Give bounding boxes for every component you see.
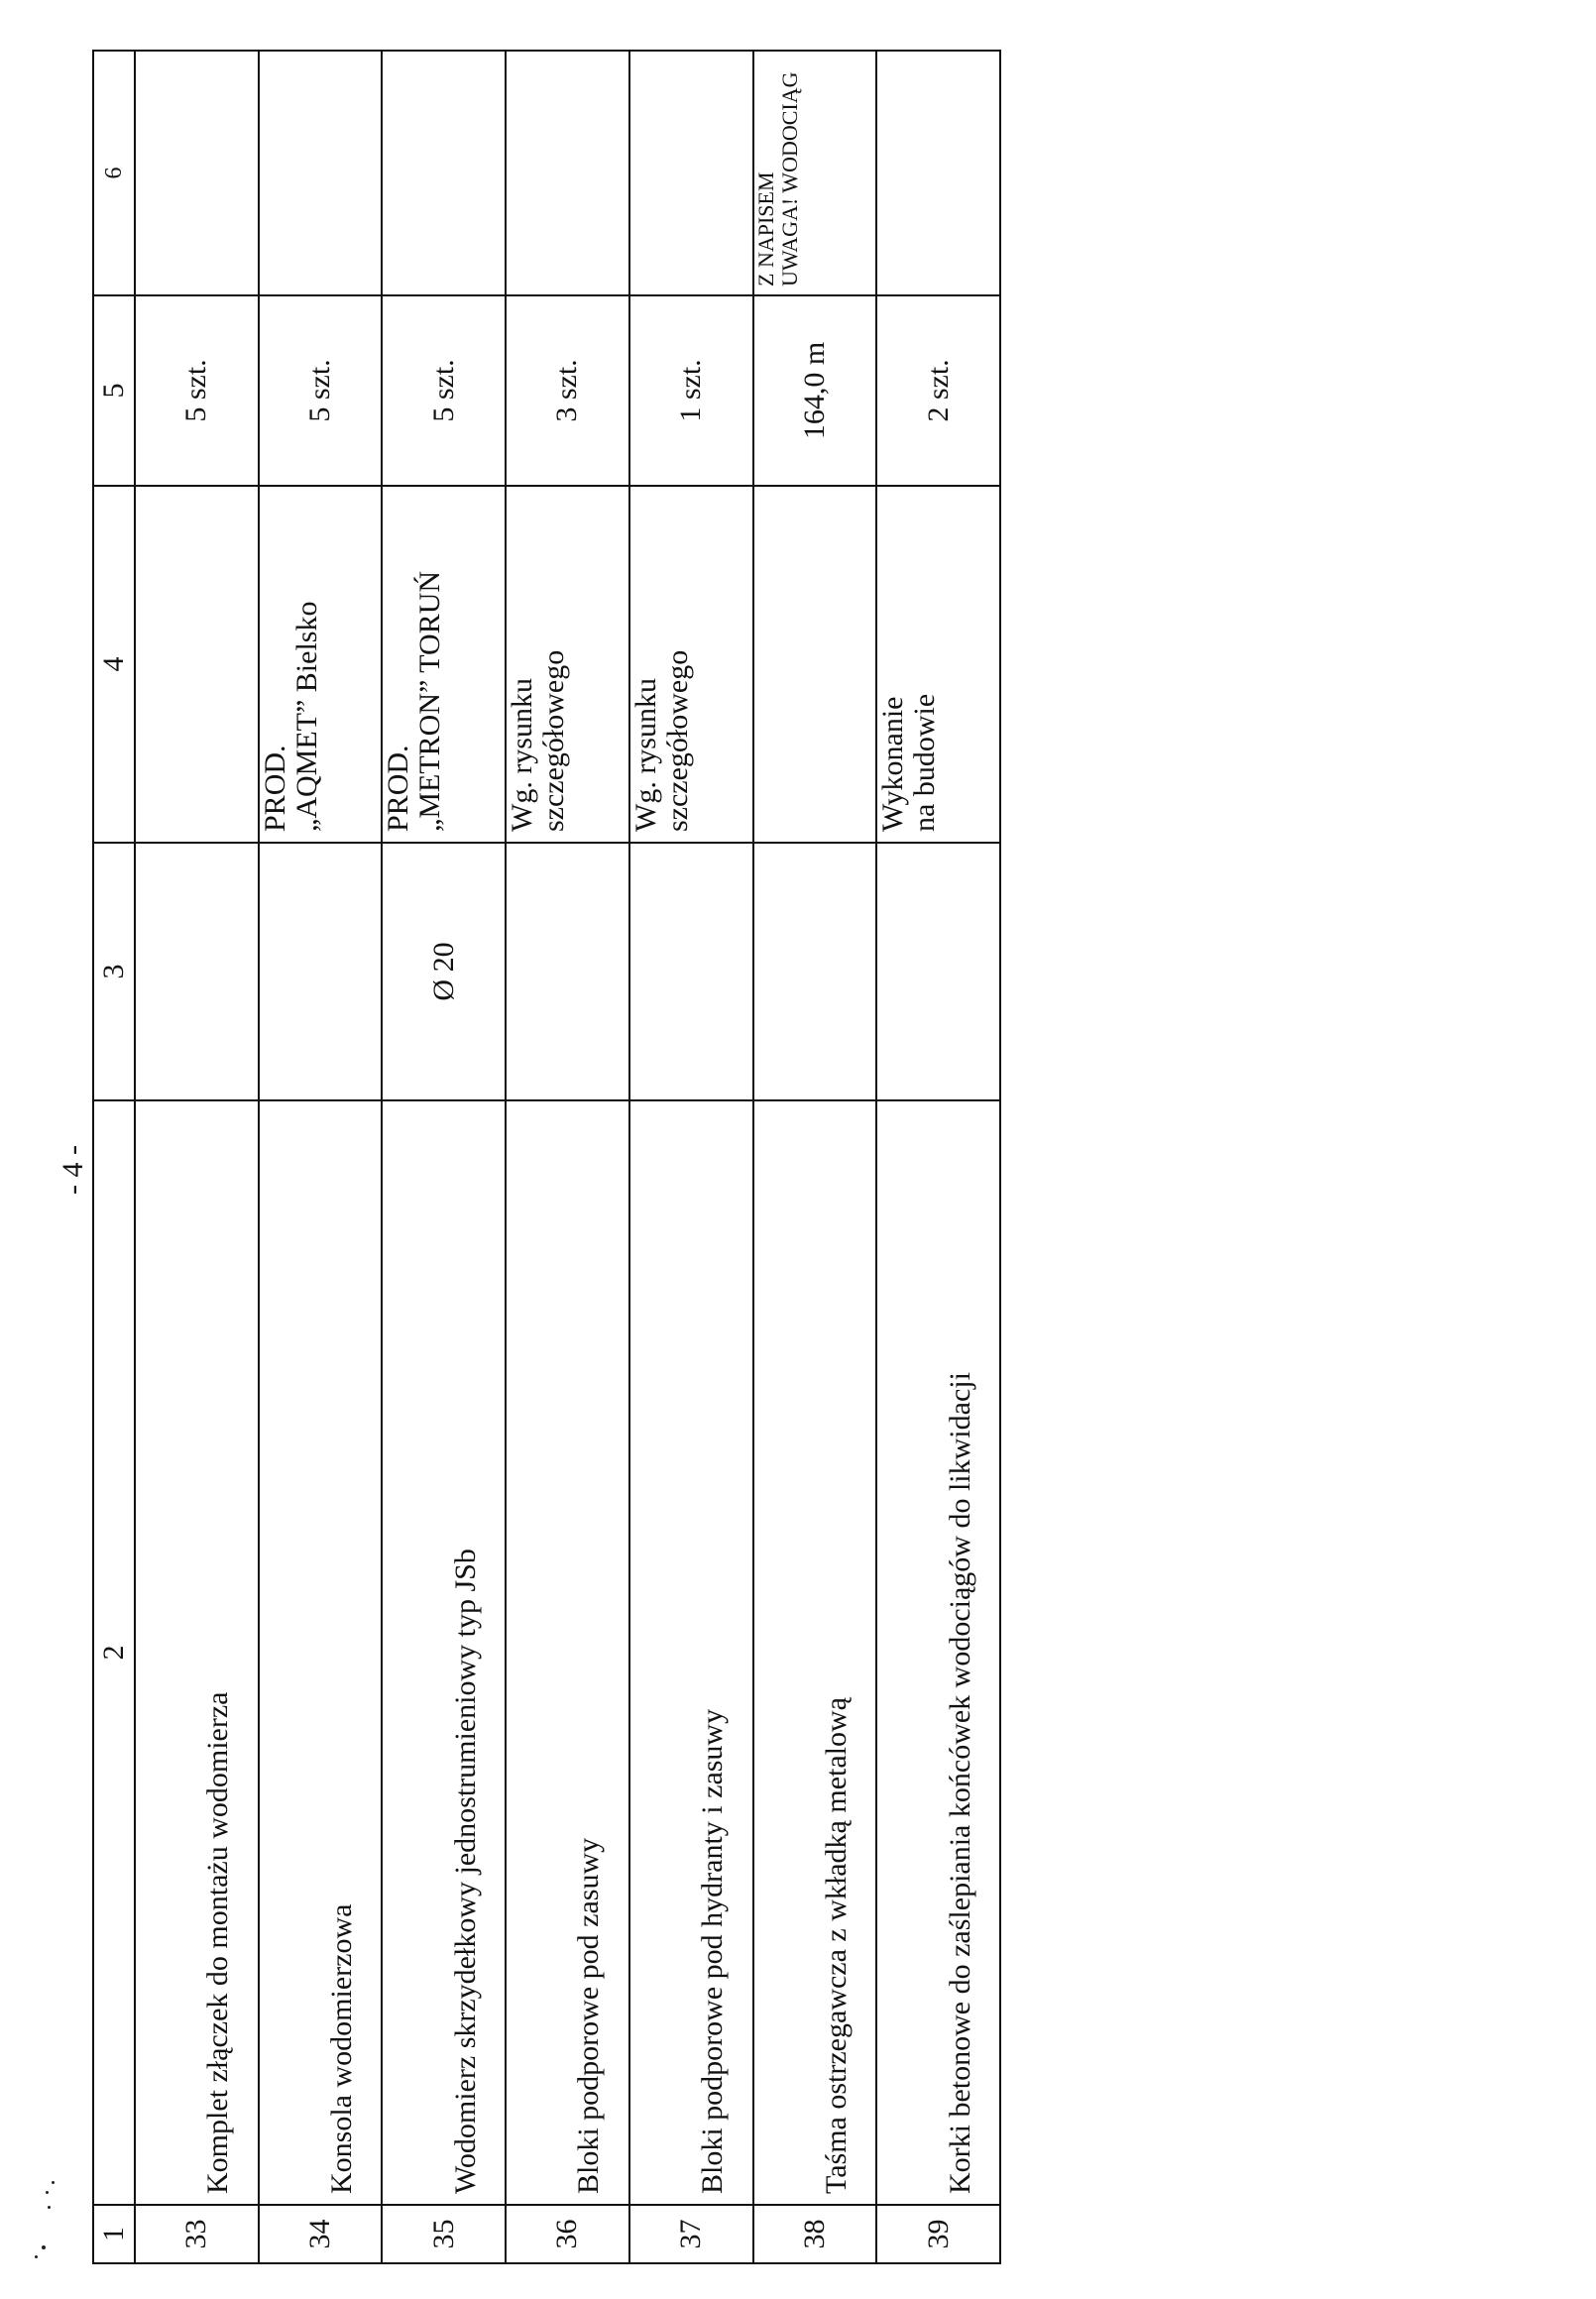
producer-cell [876, 486, 1000, 843]
table-row [629, 51, 753, 2263]
materials-table-rotated [92, 59, 1001, 2264]
item-name: Konsola wodomierzowa [325, 1903, 359, 2194]
dimension-cell [506, 843, 629, 1100]
table-row [753, 51, 877, 2263]
header-row [93, 51, 135, 2263]
producer-line: Wg. rysunku [506, 678, 539, 832]
header-col-3: 3 [93, 843, 135, 1100]
row-number: 37 [629, 2205, 753, 2263]
item-name-cell [506, 1100, 629, 2205]
header-col-2: 2 [93, 1100, 135, 2205]
item-name-cell [135, 1100, 259, 2205]
table-row [506, 51, 629, 2263]
dimension-cell [753, 843, 877, 1100]
page-number: - 4 - [57, 1145, 89, 1195]
table-row [259, 51, 383, 2263]
notes-cell [135, 51, 259, 295]
row-number: 39 [876, 2205, 1000, 2263]
item-name: Bloki podporowe pod hydranty i zasuwy [696, 1708, 730, 2194]
quantity-cell: 5 szt. [382, 295, 506, 486]
producer-line: PROD. [382, 745, 415, 832]
item-name: Bloki podporowe pod zasuwy [572, 1837, 606, 2194]
producer-line: Wykonanie [876, 696, 910, 832]
note-line: UWAGA! WODOCIĄG [776, 71, 802, 287]
materials-table [92, 50, 1001, 2264]
producer-cell [753, 486, 877, 843]
producer-cell [135, 486, 259, 843]
producer-cell [506, 486, 629, 843]
item-name-cell [876, 1100, 1000, 2205]
row-number: 33 [135, 2205, 259, 2263]
quantity-cell: 3 szt. [506, 295, 629, 486]
producer-cell [259, 486, 383, 843]
notes-cell [382, 51, 506, 295]
quantity-cell: 5 szt. [259, 295, 383, 486]
table-row [876, 51, 1000, 2263]
notes-cell [753, 51, 877, 295]
producer-cell [629, 486, 753, 843]
producer-line: Wg. rysunku [628, 678, 662, 832]
producer-line: „AQMET” Bielsko [289, 601, 323, 832]
quantity-cell: 5 szt. [135, 295, 259, 486]
item-name: Korki betonowe do zaślepiania końcówek wodociągów do likwidacji [943, 1372, 976, 2194]
scan-speck [42, 2245, 46, 2249]
note-line: Z NAPISEM [752, 172, 778, 287]
item-name-cell [629, 1100, 753, 2205]
scan-speck [46, 2191, 49, 2194]
dimension-cell [135, 843, 259, 1100]
dimension-cell [876, 843, 1000, 1100]
quantity-cell: 1 szt. [629, 295, 753, 486]
row-number: 38 [753, 2205, 877, 2263]
producer-cell [382, 486, 506, 843]
scan-speck [35, 2255, 38, 2258]
header-col-1: 1 [93, 2205, 135, 2263]
item-name: Wodomierz skrzydełkowy jednostrumieniowy typ JSb [448, 1549, 482, 2194]
item-name-cell [259, 1100, 383, 2205]
producer-line: szczegółowego [660, 649, 694, 832]
dimension-cell [259, 843, 383, 1100]
dimension-cell: Ø 20 [382, 843, 506, 1100]
row-number: 35 [382, 2205, 506, 2263]
producer-line: „METRON” TORUŃ [413, 570, 447, 832]
header-col-6: 6 [93, 51, 135, 295]
item-name-cell [753, 1100, 877, 2205]
header-col-4: 4 [93, 486, 135, 843]
quantity-cell: 2 szt. [876, 295, 1000, 486]
producer-line: szczegółowego [537, 649, 571, 832]
item-name: Komplet złączek do montażu wodomierza [201, 1691, 235, 2194]
dimension-cell [629, 843, 753, 1100]
header-col-5: 5 [93, 295, 135, 486]
table-row [135, 51, 259, 2263]
notes-cell [629, 51, 753, 295]
notes-cell [259, 51, 383, 295]
notes-cell [506, 51, 629, 295]
notes-cell [876, 51, 1000, 295]
table-row [382, 51, 506, 2263]
row-number: 34 [259, 2205, 383, 2263]
item-name: Taśma ostrzegawcza z wkładką metalową [819, 1697, 853, 2194]
quantity-cell: 164,0 m [753, 295, 877, 486]
producer-line: na budowie [908, 693, 942, 832]
row-number: 36 [506, 2205, 629, 2263]
producer-line: PROD. [258, 745, 291, 832]
item-name-cell [382, 1100, 506, 2205]
scan-speck [48, 2206, 51, 2209]
scan-speck [52, 2181, 55, 2184]
